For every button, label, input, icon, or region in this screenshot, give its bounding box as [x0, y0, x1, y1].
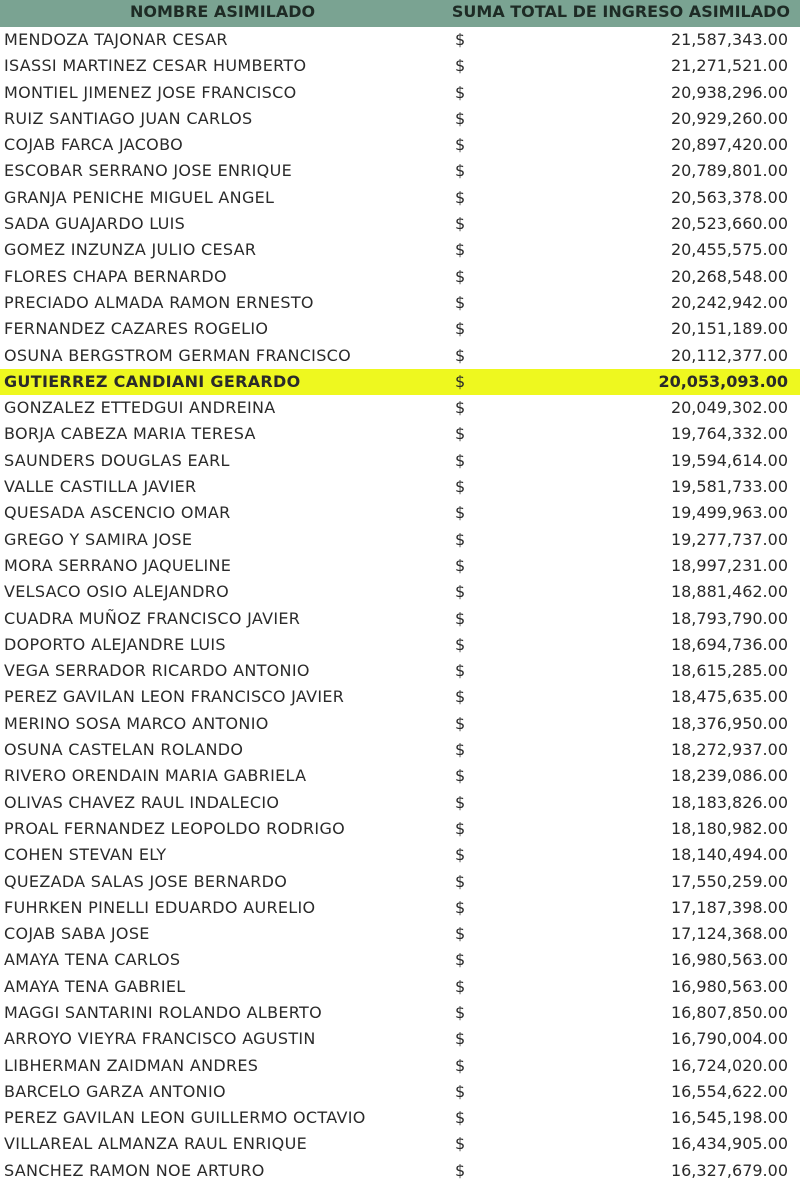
name-cell[interactable]: FLORES CHAPA BERNARDO — [4, 266, 227, 286]
amount-cell[interactable]: 18,615,285.00 — [670, 661, 788, 681]
amount-cell[interactable]: 16,980,563.00 — [670, 950, 788, 970]
amount-cell[interactable]: 18,793,790.00 — [670, 608, 788, 628]
amount-cell[interactable]: 16,807,850.00 — [670, 1002, 788, 1022]
name-cell[interactable]: GRANJA PENICHE MIGUEL ANGEL — [4, 187, 275, 207]
table-row[interactable] — [0, 553, 800, 579]
table-row[interactable] — [0, 158, 800, 184]
table-row[interactable] — [0, 763, 800, 789]
column-header-total[interactable]: SUMA TOTAL DE INGRESO ASIMILADO — [451, 2, 790, 21]
name-cell[interactable]: VEGA SERRADOR RICARDO ANTONIO — [4, 661, 310, 681]
table-row[interactable] — [0, 264, 800, 290]
name-cell[interactable]: DOPORTO ALEJANDRE LUIS — [4, 634, 226, 654]
amount-cell[interactable]: 16,327,679.00 — [670, 1160, 788, 1180]
table-row[interactable] — [0, 895, 800, 921]
amount-cell[interactable]: 18,180,982.00 — [670, 818, 788, 838]
name-cell[interactable]: COHEN STEVAN ELY — [4, 845, 167, 865]
currency-cell: $ — [455, 1055, 466, 1075]
amount-cell[interactable]: 20,789,801.00 — [670, 161, 788, 181]
currency-cell: $ — [455, 608, 466, 628]
amount-cell[interactable]: 21,587,343.00 — [670, 30, 788, 49]
table-row[interactable] — [0, 1026, 800, 1052]
amount-cell[interactable]: 18,140,494.00 — [670, 845, 788, 865]
name-cell[interactable]: OSUNA CASTELAN ROLANDO — [4, 740, 244, 760]
currency-cell: $ — [455, 661, 466, 681]
table-row[interactable] — [0, 658, 800, 684]
name-cell[interactable]: GONZALEZ ETTEDGUI ANDREINA — [4, 398, 276, 418]
amount-cell[interactable]: 20,455,575.00 — [670, 240, 788, 260]
currency-cell: $ — [455, 108, 466, 128]
amount-cell[interactable]: 18,694,736.00 — [670, 634, 788, 654]
amount-cell[interactable]: 19,277,737.00 — [670, 529, 788, 549]
amount-cell[interactable]: 20,929,260.00 — [670, 108, 788, 128]
column-header-name[interactable]: NOMBRE ASIMILADO — [130, 2, 316, 21]
table-row[interactable] — [0, 185, 800, 211]
amount-cell[interactable]: 17,550,259.00 — [670, 871, 788, 891]
name-cell[interactable]: PEREZ GAVILAN LEON FRANCISCO JAVIER — [4, 687, 345, 707]
amount-cell[interactable]: 20,151,189.00 — [670, 319, 788, 339]
amount-cell[interactable]: 18,272,937.00 — [670, 740, 788, 760]
currency-cell: $ — [455, 371, 466, 391]
currency-cell: $ — [455, 1134, 466, 1154]
currency-cell: $ — [455, 345, 466, 365]
table-row[interactable] — [0, 132, 800, 158]
table-row[interactable] — [0, 711, 800, 737]
table-row[interactable] — [0, 579, 800, 605]
amount-cell[interactable]: 16,790,004.00 — [670, 1029, 788, 1049]
table-row[interactable] — [0, 53, 800, 79]
amount-cell[interactable]: 20,523,660.00 — [670, 214, 788, 234]
name-cell[interactable]: MENDOZA TAJONAR CESAR — [4, 30, 228, 49]
name-cell[interactable]: BARCELO GARZA ANTONIO — [4, 1081, 226, 1101]
name-cell[interactable]: SADA GUAJARDO LUIS — [4, 214, 186, 234]
name-cell[interactable]: COJAB FARCA JACOBO — [4, 135, 183, 155]
currency-cell: $ — [455, 398, 466, 418]
table-row[interactable] — [0, 316, 800, 342]
currency-cell: $ — [455, 424, 466, 444]
table-header — [0, 0, 800, 27]
name-cell[interactable]: QUEZADA SALAS JOSE BERNARDO — [4, 871, 288, 891]
currency-cell: $ — [455, 529, 466, 549]
amount-cell[interactable]: 18,239,086.00 — [670, 766, 788, 786]
currency-cell: $ — [455, 82, 466, 102]
name-cell[interactable]: RIVERO ORENDAIN MARIA GABRIELA — [4, 766, 307, 786]
currency-cell: $ — [455, 1108, 466, 1128]
name-cell[interactable]: PRECIADO ALMADA RAMON ERNESTO — [4, 292, 314, 312]
table-row[interactable] — [0, 1053, 800, 1079]
currency-cell: $ — [455, 740, 466, 760]
table-row[interactable] — [0, 974, 800, 1000]
amount-cell[interactable]: 16,545,198.00 — [670, 1108, 788, 1128]
name-cell[interactable]: VELSACO OSIO ALEJANDRO — [4, 582, 230, 602]
amount-cell[interactable]: 19,764,332.00 — [670, 424, 788, 444]
amount-cell[interactable]: 16,434,905.00 — [670, 1134, 788, 1154]
table-row[interactable] — [0, 500, 800, 526]
table-row[interactable] — [0, 27, 800, 53]
currency-cell: $ — [455, 871, 466, 891]
currency-cell: $ — [455, 30, 466, 49]
table-row[interactable] — [0, 211, 800, 237]
table-row[interactable] — [0, 1131, 800, 1157]
currency-cell: $ — [455, 1160, 466, 1180]
currency-cell: $ — [455, 450, 466, 470]
name-cell[interactable]: RUIZ SANTIAGO JUAN CARLOS — [4, 108, 253, 128]
table-row[interactable] — [0, 1000, 800, 1026]
currency-cell: $ — [455, 818, 466, 838]
currency-cell: $ — [455, 161, 466, 181]
table-row[interactable] — [0, 343, 800, 369]
currency-cell: $ — [455, 976, 466, 996]
table-row[interactable] — [0, 790, 800, 816]
name-cell[interactable]: MERINO SOSA MARCO ANTONIO — [4, 713, 269, 733]
currency-cell: $ — [455, 634, 466, 654]
currency-cell: $ — [455, 292, 466, 312]
table-row[interactable] — [0, 369, 800, 395]
currency-cell: $ — [455, 1002, 466, 1022]
currency-cell: $ — [455, 897, 466, 917]
currency-cell: $ — [455, 582, 466, 602]
table-row[interactable] — [0, 290, 800, 316]
name-cell[interactable]: ARROYO VIEYRA FRANCISCO AGUSTIN — [4, 1029, 316, 1049]
name-cell[interactable]: ISASSI MARTINEZ CESAR HUMBERTO — [4, 56, 307, 76]
name-cell[interactable]: CUADRA MUÑOZ FRANCISCO JAVIER — [4, 608, 301, 628]
table-row[interactable] — [0, 632, 800, 658]
name-cell[interactable]: AMAYA TENA GABRIEL — [4, 976, 186, 996]
currency-cell: $ — [455, 555, 466, 575]
amount-cell[interactable]: 18,475,635.00 — [670, 687, 788, 707]
name-cell[interactable]: MONTIEL JIMENEZ JOSE FRANCISCO — [4, 82, 297, 102]
currency-cell: $ — [455, 503, 466, 523]
table-row[interactable] — [0, 737, 800, 763]
table-row[interactable] — [0, 1158, 800, 1184]
currency-cell: $ — [455, 845, 466, 865]
name-cell[interactable]: BORJA CABEZA MARIA TERESA — [4, 424, 256, 444]
currency-cell: $ — [455, 713, 466, 733]
amount-cell[interactable]: 20,242,942.00 — [670, 292, 788, 312]
name-cell[interactable]: OSUNA BERGSTROM GERMAN FRANCISCO — [4, 345, 352, 365]
name-cell[interactable]: GREGO Y SAMIRA JOSE — [4, 529, 193, 549]
amount-cell[interactable]: 19,499,963.00 — [670, 503, 788, 523]
amount-cell[interactable]: 16,554,622.00 — [670, 1081, 788, 1101]
table-row[interactable] — [0, 869, 800, 895]
table-row[interactable] — [0, 921, 800, 947]
name-cell[interactable]: GOMEZ INZUNZA JULIO CESAR — [4, 240, 257, 260]
table-row[interactable] — [0, 1105, 800, 1131]
amount-cell[interactable]: 18,376,950.00 — [670, 713, 788, 733]
amount-cell[interactable]: 19,581,733.00 — [670, 477, 788, 497]
currency-cell: $ — [455, 56, 466, 76]
amount-cell[interactable]: 20,049,302.00 — [670, 398, 788, 418]
amount-cell[interactable]: 17,124,368.00 — [670, 924, 788, 944]
table-row[interactable] — [0, 816, 800, 842]
name-cell[interactable]: PROAL FERNANDEZ LEOPOLDO RODRIGO — [4, 818, 346, 838]
name-cell[interactable]: QUESADA ASCENCIO OMAR — [4, 503, 231, 523]
name-cell[interactable]: SANCHEZ RAMON NOE ARTURO — [4, 1160, 265, 1180]
table-row[interactable] — [0, 395, 800, 421]
amount-cell[interactable]: 20,938,296.00 — [670, 82, 788, 102]
amount-cell[interactable]: 21,271,521.00 — [670, 56, 788, 76]
currency-cell: $ — [455, 792, 466, 812]
currency-cell: $ — [455, 266, 466, 286]
amount-cell[interactable]: 20,897,420.00 — [670, 135, 788, 155]
name-cell[interactable]: GUTIERREZ CANDIANI GERARDO — [4, 371, 301, 391]
table-row[interactable] — [0, 1079, 800, 1105]
table-row[interactable] — [0, 842, 800, 868]
currency-cell: $ — [455, 950, 466, 970]
currency-cell: $ — [455, 135, 466, 155]
currency-cell: $ — [455, 687, 466, 707]
table-row[interactable] — [0, 421, 800, 447]
amount-cell[interactable]: 18,997,231.00 — [670, 555, 788, 575]
currency-cell: $ — [455, 214, 466, 234]
amount-cell[interactable]: 19,594,614.00 — [670, 450, 788, 470]
currency-cell: $ — [455, 766, 466, 786]
table-row[interactable] — [0, 606, 800, 632]
table-body — [0, 27, 800, 1184]
currency-cell: $ — [455, 1029, 466, 1049]
amount-cell[interactable]: 20,112,377.00 — [670, 345, 788, 365]
currency-cell: $ — [455, 187, 466, 207]
table-row[interactable] — [0, 80, 800, 106]
name-cell[interactable]: FUHRKEN PINELLI EDUARDO AURELIO — [4, 897, 316, 917]
table-row[interactable] — [0, 474, 800, 500]
table-row[interactable] — [0, 237, 800, 263]
table-row[interactable] — [0, 527, 800, 553]
name-cell[interactable]: COJAB SABA JOSE — [4, 924, 150, 944]
name-cell[interactable]: LIBHERMAN ZAIDMAN ANDRES — [4, 1055, 259, 1075]
name-cell[interactable]: MORA SERRANO JAQUELINE — [4, 555, 232, 575]
table-row[interactable] — [0, 947, 800, 973]
amount-cell[interactable]: 18,183,826.00 — [670, 792, 788, 812]
name-cell[interactable]: MAGGI SANTARINI ROLANDO ALBERTO — [4, 1002, 322, 1022]
amount-cell[interactable]: 17,187,398.00 — [670, 897, 788, 917]
name-cell[interactable]: SAUNDERS DOUGLAS EARL — [4, 450, 230, 470]
amount-cell[interactable]: 16,980,563.00 — [670, 976, 788, 996]
name-cell[interactable]: FERNANDEZ CAZARES ROGELIO — [4, 319, 269, 339]
table-row[interactable] — [0, 106, 800, 132]
table-row[interactable] — [0, 448, 800, 474]
amount-cell[interactable]: 20,053,093.00 — [658, 371, 788, 391]
currency-cell: $ — [455, 319, 466, 339]
amount-cell[interactable]: 18,881,462.00 — [670, 582, 788, 602]
amount-cell[interactable]: 20,563,378.00 — [670, 187, 788, 207]
currency-cell: $ — [455, 1081, 466, 1101]
name-cell[interactable]: VILLAREAL ALMANZA RAUL ENRIQUE — [4, 1134, 307, 1154]
currency-cell: $ — [455, 477, 466, 497]
amount-cell[interactable]: 16,724,020.00 — [670, 1055, 788, 1075]
name-cell[interactable]: ESCOBAR SERRANO JOSE ENRIQUE — [4, 161, 292, 181]
name-cell[interactable]: VALLE CASTILLA JAVIER — [4, 477, 197, 497]
name-cell[interactable]: AMAYA TENA CARLOS — [4, 950, 181, 970]
currency-cell: $ — [455, 924, 466, 944]
amount-cell[interactable]: 20,268,548.00 — [670, 266, 788, 286]
currency-cell: $ — [455, 240, 466, 260]
name-cell[interactable]: PEREZ GAVILAN LEON GUILLERMO OCTAVIO — [4, 1108, 366, 1128]
name-cell[interactable]: OLIVAS CHAVEZ RAUL INDALECIO — [4, 792, 280, 812]
table-row[interactable] — [0, 684, 800, 710]
